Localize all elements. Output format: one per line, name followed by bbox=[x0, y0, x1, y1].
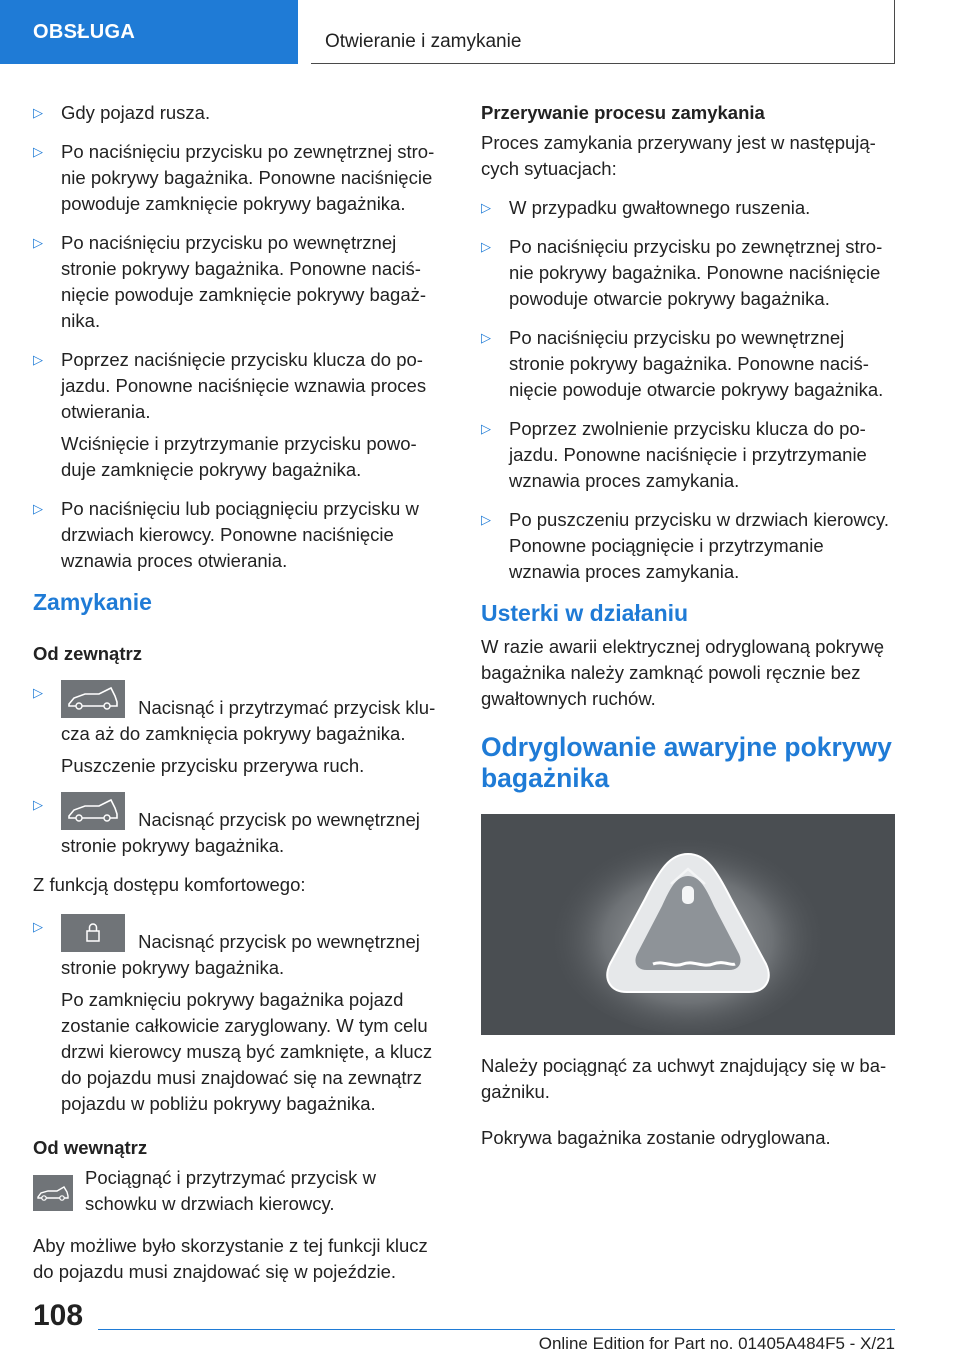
list-item bbox=[481, 507, 897, 585]
list-item-text: Po naciśnięciu przycisku po zewnętrznej stronie pokrywy bagażnika. Ponowne naciśnięcie powoduje zamknięcie pokrywy bagażnika. bbox=[61, 141, 435, 214]
car-trunk-icon bbox=[61, 680, 125, 718]
triangle-right-icon: ▷ bbox=[481, 421, 491, 436]
list-item-text: Po naciśnięciu lub pociągnięciu przycisku w drzwiach kierowcy. Ponowne naciśnięcie wznawia proces otwierania. bbox=[61, 498, 419, 571]
header-section-tab: OBSŁUGA bbox=[0, 0, 298, 64]
wewn-text: Pociągnąć i przytrzymać przycisk w schowku w drzwiach kierowcy. bbox=[85, 1167, 376, 1214]
header-chapter-title: Otwieranie i zamykanie bbox=[311, 0, 895, 64]
list-item bbox=[33, 100, 445, 126]
list-item bbox=[481, 195, 897, 221]
right-column bbox=[481, 100, 897, 1164]
left-column bbox=[33, 100, 445, 1298]
triangle-right-icon: ▷ bbox=[481, 512, 491, 527]
list-item bbox=[33, 792, 445, 859]
list-item bbox=[481, 234, 897, 312]
car-trunk-icon bbox=[61, 792, 125, 830]
list-item-text: Nacisnąć i przytrzymać przycisk klucza aż do zamknięcia pokrywy bagażnika. bbox=[61, 697, 436, 744]
triangle-right-icon: ▷ bbox=[481, 239, 491, 254]
list-item-text: Po naciśnięciu przycisku po wewnętrznej stronie pokrywy bagażnika. Ponowne naciśnięcie powoduje otwarcie pokrywy bagażnika. bbox=[509, 327, 884, 400]
lock-icon bbox=[61, 914, 125, 952]
list-item-text: Poprzez naciśnięcie przycisku klucza do pojazdu. Ponowne naciśnięcie wznawia proces otwierania. bbox=[61, 349, 427, 422]
caption-pull-handle: Należy pociągnąć za uchwyt znajdujący się w bagażniku. bbox=[481, 1055, 887, 1102]
subheading-przerywanie: Przerywanie procesu zamykania bbox=[481, 102, 765, 123]
komfort-intro: Z funkcją dostępu komfortowego: bbox=[33, 874, 306, 895]
list-item-text: Po puszczeniu przycisku w drzwiach kierowcy. Ponowne pociągnięcie i przytrzymanie wznawia proces zamykania. bbox=[509, 509, 890, 582]
emergency-release-handle bbox=[481, 814, 895, 1035]
list-item-text: Gdy pojazd rusza. bbox=[61, 102, 211, 123]
caption-unlocked: Pokrywa bagażnika zostanie odryglowana. bbox=[481, 1127, 831, 1148]
triangle-right-icon: ▷ bbox=[481, 330, 491, 345]
triangle-right-icon: ▷ bbox=[33, 501, 43, 516]
section-heading-usterki: Usterki w działaniu bbox=[481, 600, 689, 626]
list-item bbox=[33, 139, 445, 217]
list-item bbox=[481, 416, 897, 494]
list-item bbox=[33, 347, 445, 425]
triangle-right-icon: ▷ bbox=[33, 919, 43, 934]
page-number: 108 bbox=[33, 1299, 84, 1332]
subheading-od-zewnatrz: Od zewnątrz bbox=[33, 643, 142, 664]
list-item-text: Po naciśnięciu przycisku po zewnętrznej stronie pokrywy bagażnika. Ponowne naciśnięcie powoduje otwarcie pokrywy bagażnika. bbox=[509, 236, 883, 309]
list-item bbox=[33, 914, 445, 981]
triangle-right-icon: ▷ bbox=[33, 235, 43, 250]
wewn-instruction bbox=[33, 1165, 445, 1217]
list-item-text: Nacisnąć przycisk po wewnętrznej stronie pokrywy bagażnika. bbox=[61, 809, 420, 856]
section-heading-odryglowanie: Odryglowanie awaryjne pokrywy bagażnika bbox=[481, 732, 892, 793]
list-item-note: Puszczenie przycisku przerywa ruch. bbox=[61, 755, 365, 776]
section-heading-zamykanie: Zamykanie bbox=[33, 589, 152, 615]
subheading-od-wewnatrz: Od wewnątrz bbox=[33, 1137, 148, 1158]
footer-edition: Online Edition for Part no. 01405A484F5 - X/21 bbox=[538, 1334, 895, 1353]
triangle-right-icon: ▷ bbox=[33, 105, 43, 120]
list-item-text: Poprzez zwolnienie przycisku klucza do pojazdu. Ponowne naciśnięcie i przytrzymanie wznawia proces zamykania. bbox=[509, 418, 867, 491]
usterki-paragraph: W razie awarii elektrycznej odryglowaną pokrywę bagażnika należy zamknąć powoli ręcznie bez gwałtownych ruchów. bbox=[481, 636, 885, 709]
list-item-text: W przypadku gwałtownego ruszenia. bbox=[509, 197, 811, 218]
triangle-right-icon: ▷ bbox=[481, 200, 491, 215]
list-item-note: Wciśnięcie i przytrzymanie przycisku powoduje zamknięcie pokrywy bagażnika. bbox=[61, 433, 417, 480]
przerywanie-intro: Proces zamykania przerywany jest w następujących sytuacjach: bbox=[481, 132, 876, 179]
list-item bbox=[33, 496, 445, 574]
closing-paragraph: Aby możliwe było skorzystanie z tej funkcji klucz do pojazdu musi znajdować się w pojeździe. bbox=[33, 1235, 428, 1282]
triangle-right-icon: ▷ bbox=[33, 144, 43, 159]
list-item bbox=[33, 680, 445, 747]
car-trunk-icon bbox=[33, 1175, 73, 1211]
triangle-right-icon: ▷ bbox=[33, 685, 43, 700]
triangle-right-icon: ▷ bbox=[33, 797, 43, 812]
triangle-right-icon: ▷ bbox=[33, 352, 43, 367]
list-item-text: Po naciśnięciu przycisku po wewnętrznej stronie pokrywy bagażnika. Ponowne naciśnięcie powoduje zamknięcie pokrywy bagażnika. bbox=[61, 232, 427, 331]
list-item bbox=[33, 230, 445, 334]
list-item bbox=[481, 325, 897, 403]
list-item-note: Po zamknięciu pokrywy bagażnika pojazd zostanie całkowicie zaryglowany. W tym celu drzwi kierowcy muszą być zamknięte, a klucz do pojazdu musi znajdować się na zewnątrz pojazdu w pobliżu pokrywy bagażnika. bbox=[61, 989, 433, 1114]
footer-divider bbox=[98, 1329, 895, 1330]
list-item-text: Nacisnąć przycisk po wewnętrznej stronie pokrywy bagażnika. bbox=[61, 931, 420, 978]
